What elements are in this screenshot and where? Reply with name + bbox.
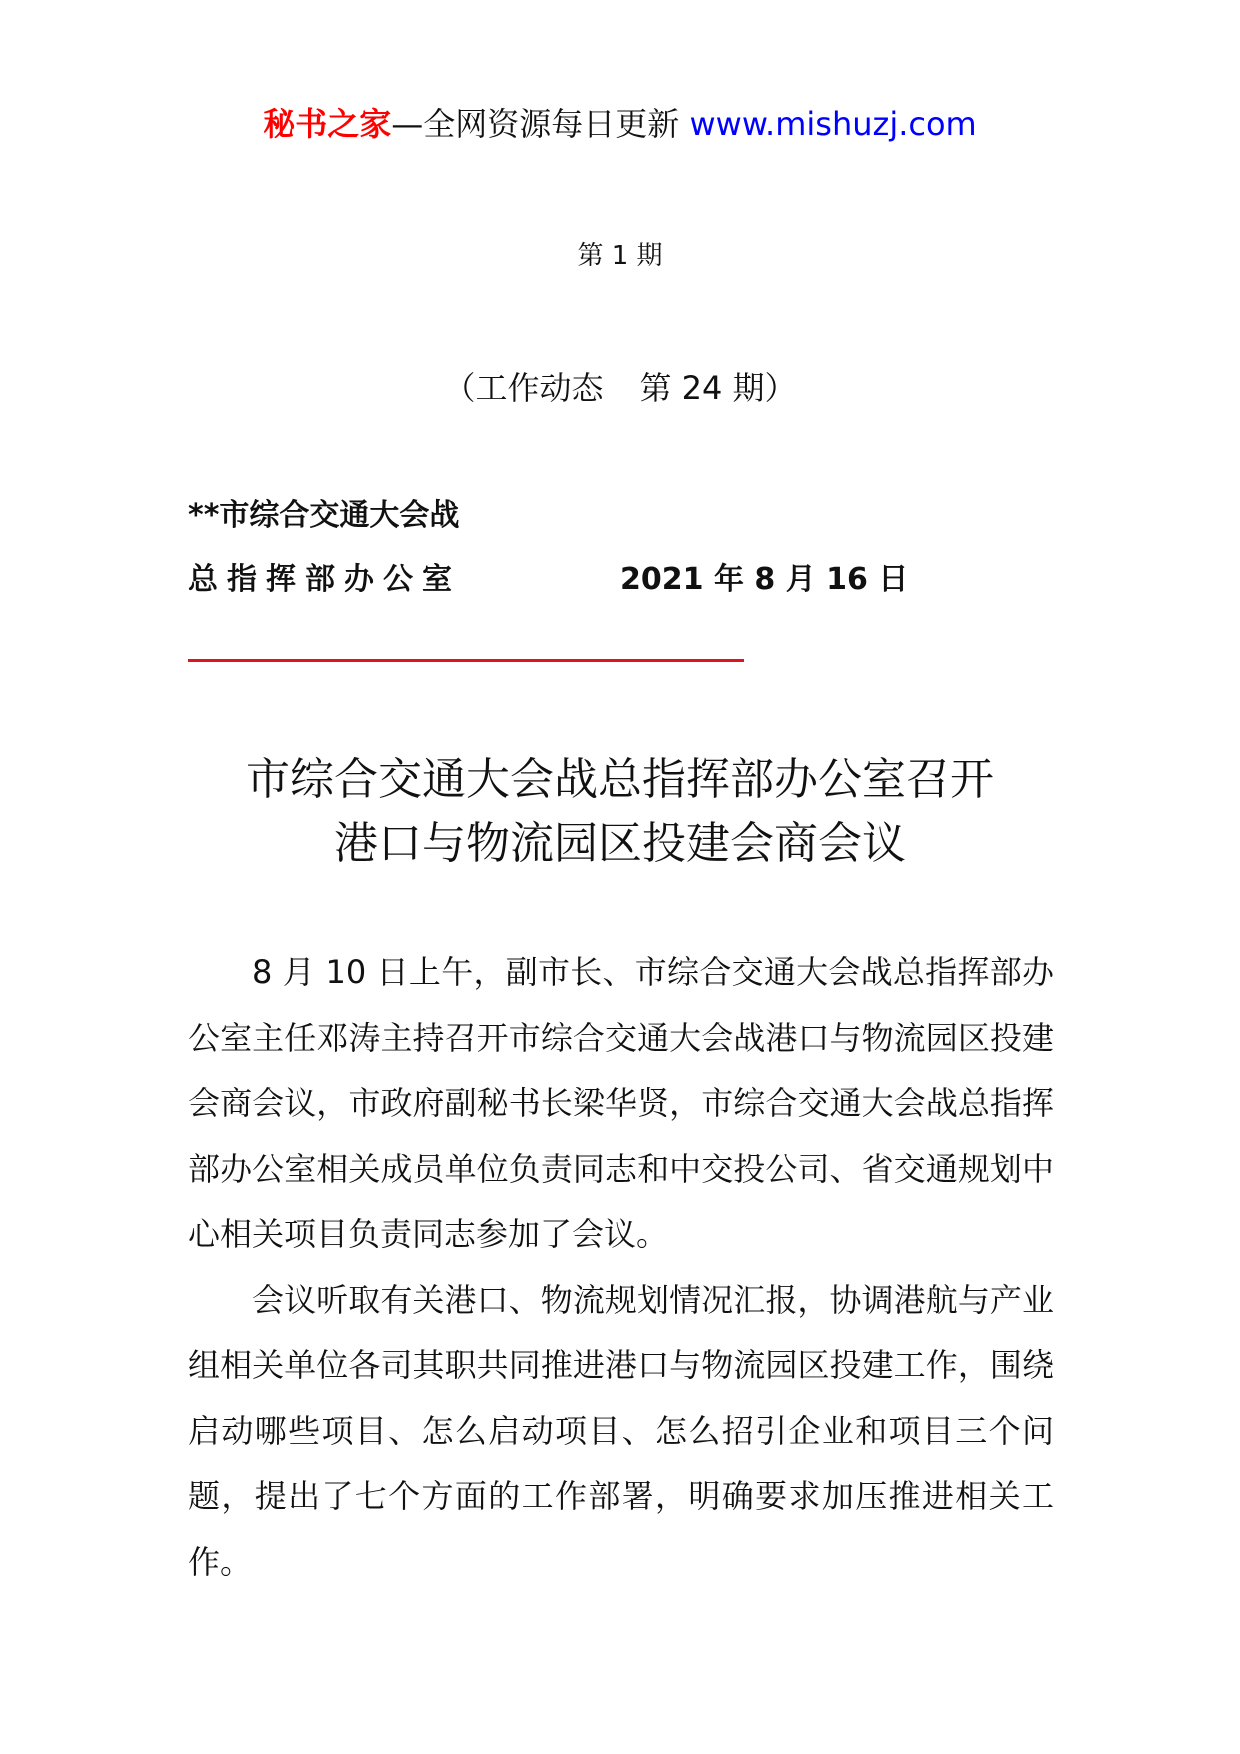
article-paragraph-1: 8 月 10 日上午，副市长、市综合交通大会战总指挥部办公室主任邓涛主持召开市综合交通大会战港口与物流园区投建会商会议，市政府副秘书长梁华贤，市综合交通大会战总指挥部办公室相关成员单位负责同志和中交投公司、省交通规划中心相关项目负责同志参加了会议。 [188, 953, 1054, 1253]
issuer-office: 总指挥部办公室 [188, 562, 461, 597]
issuer-name-line1: **市综合交通大会战 [188, 498, 460, 533]
article-title-line1: 市综合交通大会战总指挥部办公室召开 [246, 754, 994, 805]
site-banner [0, 100, 1240, 148]
article-title [0, 748, 1240, 876]
issue-number: 第 1 期 [577, 241, 663, 271]
site-tagline: —全网资源每日更新 [391, 105, 690, 143]
bulletin-subtitle [0, 364, 1240, 412]
article-title-line2: 港口与物流园区投建会商会议 [334, 818, 906, 869]
site-url-link[interactable]: www.mishuzj.com [689, 105, 977, 143]
issuer-name-line2 [188, 558, 461, 602]
bulletin-subtitle-name: （工作动态 [443, 369, 604, 407]
site-brand: 秘书之家 [263, 105, 392, 143]
bulletin-subtitle-issue: 第 24 期） [639, 369, 797, 407]
article-body [188, 940, 1054, 1595]
article-paragraph-2: 会议听取有关港口、物流规划情况汇报，协调港航与产业组相关单位各司其职共同推进港口与物流园区投建工作，围绕启动哪些项目、怎么启动项目、怎么招引企业和项目三个问题，提出了七个方面的工作部署，明确要求加压推进相关工作。 [188, 1280, 1054, 1581]
red-divider-line [188, 659, 744, 662]
issue-date: 2021 年 8 月 16 日 [620, 562, 909, 597]
